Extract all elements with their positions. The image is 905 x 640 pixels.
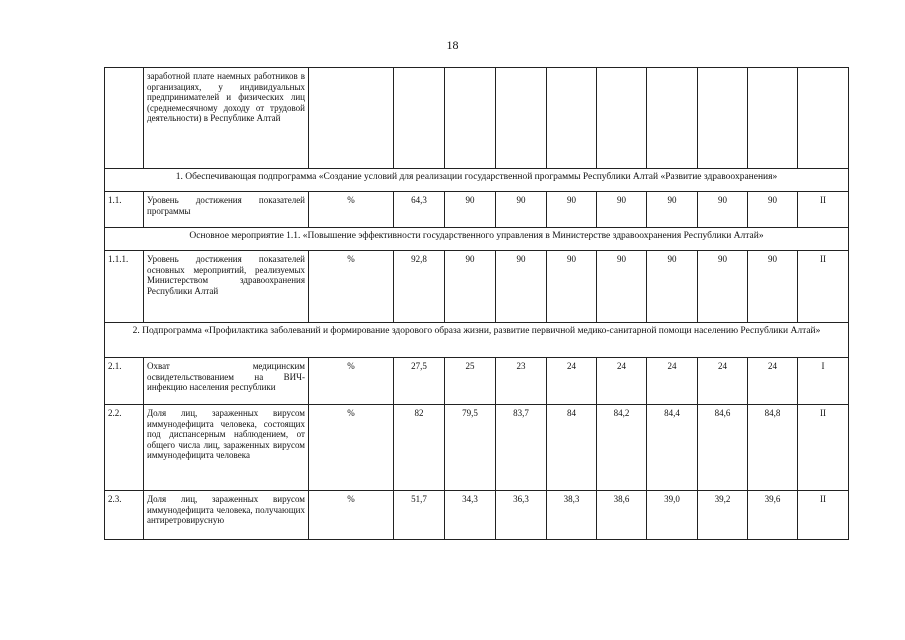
value-cell: 38,6	[597, 491, 647, 540]
value-cell: 64,3	[394, 192, 445, 228]
value-cell: 27,5	[394, 358, 445, 405]
value-cell: 84,8	[748, 405, 798, 491]
row-number-cell: 2.2.	[105, 405, 144, 491]
value-cell: 90	[547, 251, 597, 323]
value-cell: 90	[445, 251, 496, 323]
value-cell: 90	[597, 251, 647, 323]
value-cell: 36,3	[496, 491, 547, 540]
section-heading: Основное мероприятие 1.1. «Повышение эффективности государственного управления в Министерстве здравоохранения Республики Алтай»	[105, 228, 849, 251]
table-row	[105, 192, 849, 228]
value-cell: 90	[647, 192, 698, 228]
table-row	[105, 251, 849, 323]
value-cell: 90	[445, 192, 496, 228]
value-cell: 90	[597, 192, 647, 228]
value-cell: 34,3	[445, 491, 496, 540]
value-cell: 90	[496, 192, 547, 228]
value-cell: 24	[597, 358, 647, 405]
value-cell: 90	[698, 251, 748, 323]
row-number-cell: 2.3.	[105, 491, 144, 540]
value-cell: 24	[748, 358, 798, 405]
unit-cell: %	[309, 491, 394, 540]
value-cell: 79,5	[445, 405, 496, 491]
value-cell: 84,2	[597, 405, 647, 491]
section-heading: 2. Подпрограмма «Профилактика заболеваний и формирование здорового образа жизни, развитие первичной медико-санитарной помощи населению Республики Алтай»	[105, 323, 849, 358]
section-row	[105, 323, 849, 358]
value-cell: 83,7	[496, 405, 547, 491]
page-number: 18	[446, 38, 459, 52]
indicator-name-cell: Уровень достижения показателей программы	[144, 192, 309, 228]
type-cell: II	[798, 251, 849, 323]
row-number-cell: 2.1.	[105, 358, 144, 405]
type-cell: II	[798, 405, 849, 491]
indicator-name-cell: заработной плате наемных работников в организациях, у индивидуальных предпринимателей и физических лиц (среднемесячному доходу от трудовой деятельности) в Республике Алтай	[144, 68, 309, 169]
value-cell: 38,3	[547, 491, 597, 540]
value-cell: 25	[445, 358, 496, 405]
value-cell: 39,6	[748, 491, 798, 540]
table-row	[105, 68, 849, 169]
value-cell: 84	[547, 405, 597, 491]
value-cell: 90	[748, 192, 798, 228]
value-cell: 84,6	[698, 405, 748, 491]
section-row	[105, 169, 849, 192]
row-number-cell: 1.1.	[105, 192, 144, 228]
row-number-cell: 1.1.1.	[105, 251, 144, 323]
value-cell: 90	[647, 251, 698, 323]
value-cell: 24	[647, 358, 698, 405]
section-row	[105, 228, 849, 251]
value-cell: 82	[394, 405, 445, 491]
value-cell: 24	[547, 358, 597, 405]
value-cell: 84,4	[647, 405, 698, 491]
table-row	[105, 358, 849, 405]
value-cell: 51,7	[394, 491, 445, 540]
row-number-cell	[105, 68, 144, 169]
indicator-table	[104, 67, 849, 540]
type-cell: II	[798, 192, 849, 228]
indicator-name-cell: Охват медицинским освидетельствованием на ВИЧ-инфекцию населения республики	[144, 358, 309, 405]
value-cell: 92,8	[394, 251, 445, 323]
unit-cell: %	[309, 251, 394, 323]
value-cell: 39,2	[698, 491, 748, 540]
value-cell: 90	[496, 251, 547, 323]
unit-cell: %	[309, 405, 394, 491]
value-cell: 24	[698, 358, 748, 405]
value-cell: 90	[748, 251, 798, 323]
value-cell: 90	[698, 192, 748, 228]
section-heading: 1. Обеспечивающая подпрограмма «Создание условий для реализации государственной программы Республики Алтай «Развитие здравоохранения»	[105, 169, 849, 192]
value-cell: 39,0	[647, 491, 698, 540]
type-cell: I	[798, 358, 849, 405]
unit-cell: %	[309, 358, 394, 405]
table-row	[105, 405, 849, 491]
value-cell: 23	[496, 358, 547, 405]
type-cell: II	[798, 491, 849, 540]
table-row	[105, 491, 849, 540]
indicator-name-cell: Доля лиц, зараженных вирусом иммунодефицита человека, получающих антиретровирусную	[144, 491, 309, 540]
value-cell: 90	[547, 192, 597, 228]
unit-cell: %	[309, 192, 394, 228]
indicator-name-cell: Доля лиц, зараженных вирусом иммунодефицита человека, состоящих под диспансерным наблюдением, от общего числа лиц, зараженных вирусом иммунодефицита человека	[144, 405, 309, 491]
indicator-name-cell: Уровень достижения показателей основных мероприятий, реализуемых Министерством здравоохранения Республики Алтай	[144, 251, 309, 323]
